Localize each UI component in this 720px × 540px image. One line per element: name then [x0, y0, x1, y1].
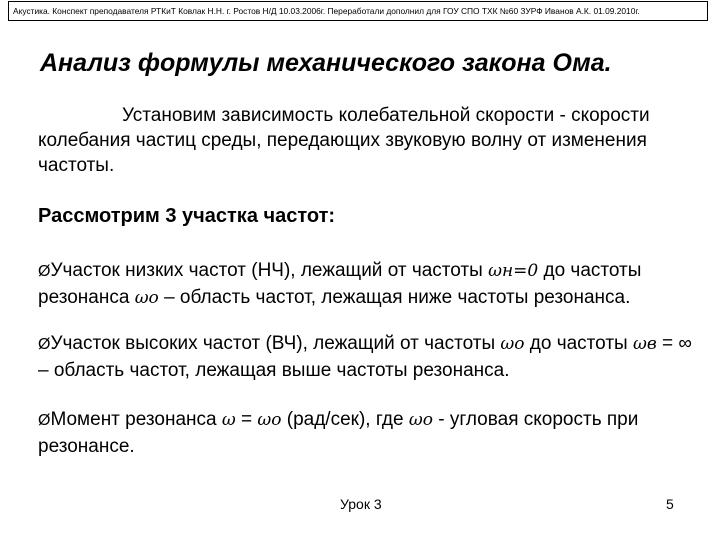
list-item-resonance [38, 407, 698, 460]
item-text: = [235, 409, 258, 430]
item-text: – область частот, лежащая ниже частоты резонанса. [158, 287, 631, 308]
item-text: Момент резонанса [50, 409, 222, 430]
item-text: Участок высоких частот (ВЧ), лежащий от частоты [50, 333, 501, 354]
arrow-bullet-icon: Ø [38, 336, 51, 353]
item-text: Участок низких частот (НЧ), лежащий от частоты [50, 260, 489, 281]
item-text: (рад/сек), где [281, 409, 409, 430]
item-text: - угловая скорость при резонансе. [38, 409, 639, 457]
item-text: = ∞ – область частот, лежащая выше частоты резонанса. [38, 333, 692, 381]
omega-symbol: ωо [134, 288, 159, 308]
slide-title: Анализ формулы механического закона Ома. [40, 49, 612, 77]
footer-lesson-label: Урок 3 [340, 496, 382, 512]
item-text: до частоты резонанса [38, 260, 642, 308]
section-subtitle: Рассмотрим 3 участка частот: [38, 205, 336, 227]
omega-symbol: ωн=0 [488, 261, 539, 281]
intro-line-1: Установим зависимость колебательной скорости - скорости [122, 105, 650, 126]
omega-symbol: ωо [257, 410, 282, 430]
list-item-low-frequencies [38, 258, 698, 311]
document-header [8, 1, 708, 21]
intro-paragraph [38, 103, 698, 178]
omega-symbol: ω [221, 410, 236, 430]
arrow-bullet-icon: Ø [38, 412, 51, 429]
arrow-bullet-icon: Ø [38, 263, 51, 280]
header-text: Акустика. Конспект преподавателя РТКиТ Ковлак Н.Н. г. Ростов Н/Д 10.03.2006г. Переработали дополнил для ГОУ СПО ТХК №60 ЗУРФ Иванов А.К. 01.09.2010г. [13, 6, 640, 16]
omega-symbol: ωв [632, 334, 657, 354]
page-number: 5 [666, 496, 674, 512]
omega-symbol: ωо [408, 410, 433, 430]
omega-symbol: ωо [500, 334, 525, 354]
item-text: до частоты [524, 333, 633, 354]
list-item-high-frequencies [38, 331, 698, 384]
intro-rest: колебания частиц среды, передающих звуковую волну от изменения частоты. [38, 130, 647, 176]
